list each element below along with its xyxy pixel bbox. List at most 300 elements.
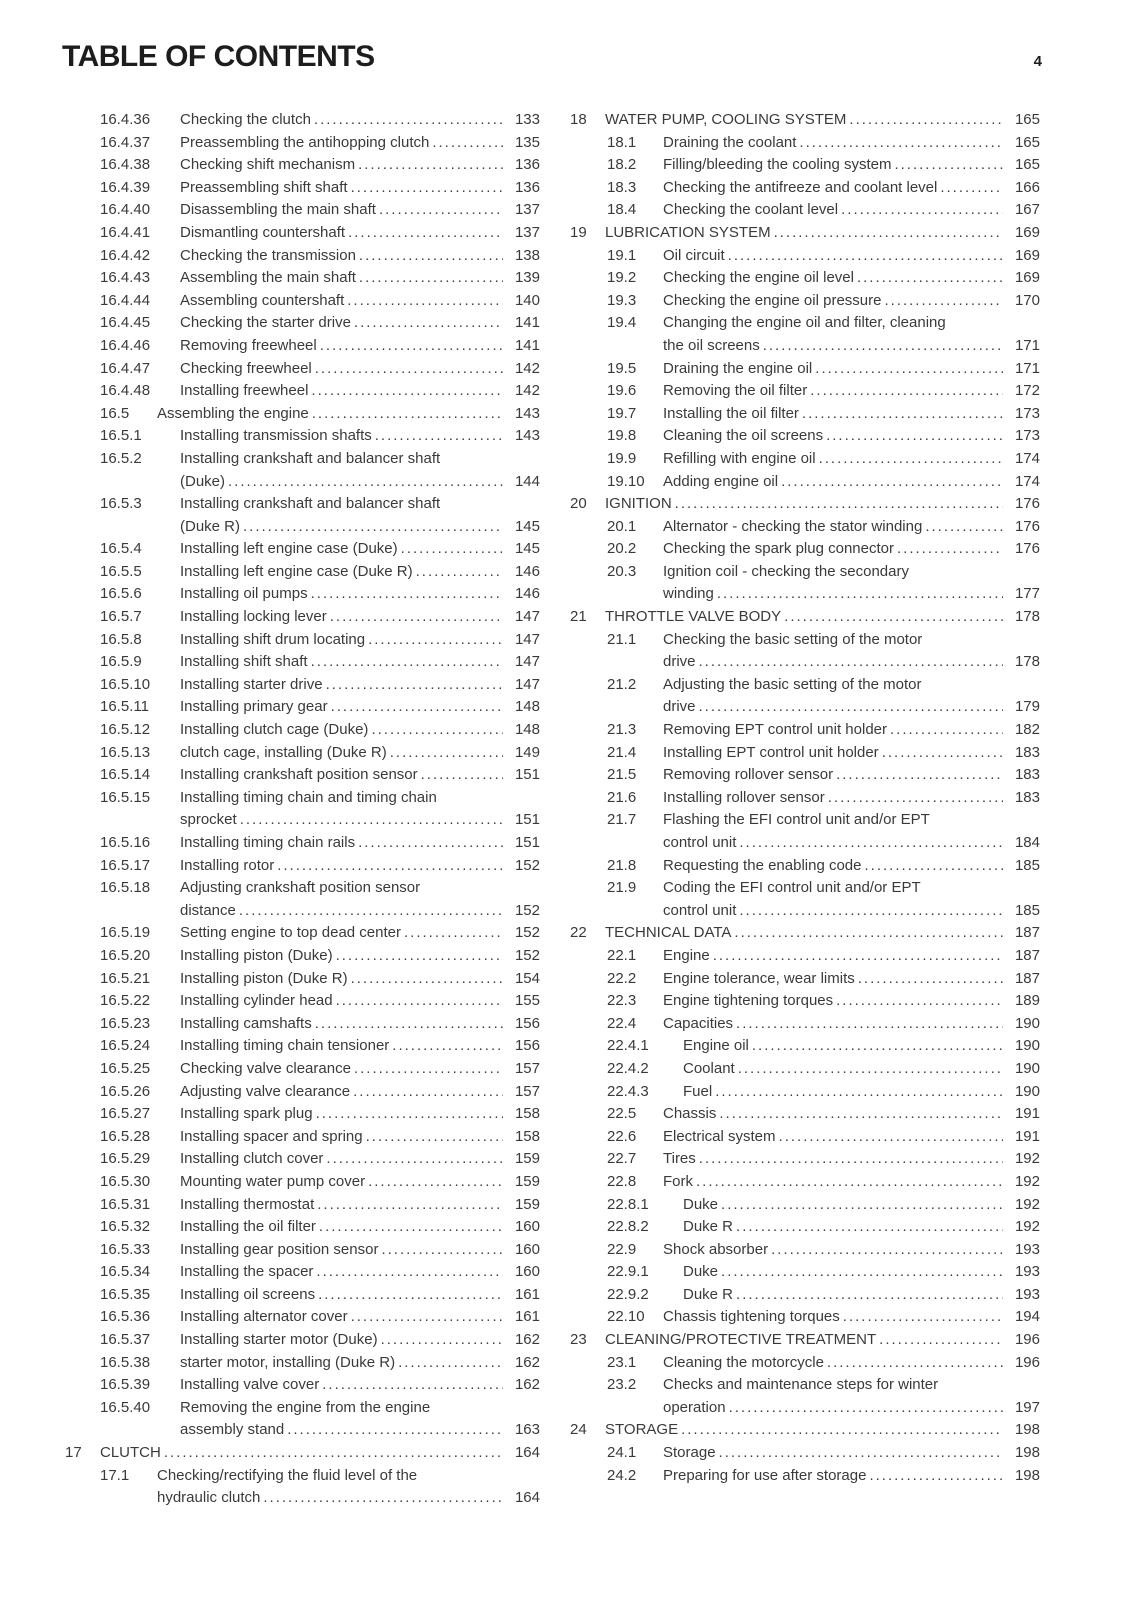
toc-entry-title: Installing the oil filter bbox=[180, 1218, 316, 1236]
toc-entry-page: 162 bbox=[514, 1353, 540, 1371]
toc-entry-16.5.31 bbox=[65, 1194, 540, 1217]
toc-entry-number: 16.4.38 bbox=[100, 156, 151, 174]
toc-entry-19.6 bbox=[570, 380, 1040, 403]
toc-entry-title: sprocket bbox=[180, 811, 237, 829]
toc-entry-body bbox=[100, 1442, 540, 1465]
toc-entry-last-line bbox=[180, 855, 540, 878]
toc-entry-page: 162 bbox=[514, 1331, 540, 1349]
toc-entry-page: 179 bbox=[1014, 698, 1040, 716]
toc-dot-leader bbox=[351, 177, 503, 200]
toc-entry-last-line bbox=[663, 199, 1040, 222]
toc-dot-leader bbox=[421, 764, 503, 787]
toc-dot-leader bbox=[375, 425, 503, 448]
toc-entry-page: 136 bbox=[514, 156, 540, 174]
toc-entry-last-line bbox=[663, 290, 1040, 313]
toc-entry-last-line bbox=[180, 629, 540, 652]
toc-entry-last-line bbox=[180, 809, 540, 832]
toc-entry-number: 16.5.30 bbox=[100, 1172, 151, 1190]
toc-entry-body bbox=[663, 1103, 1040, 1126]
toc-dot-leader bbox=[681, 1419, 1003, 1442]
toc-entry-last-line bbox=[180, 1126, 540, 1149]
toc-entry-last-line bbox=[180, 1374, 540, 1397]
toc-entry-number: 17 bbox=[65, 1444, 82, 1462]
toc-entry-last-line bbox=[180, 1284, 540, 1307]
toc-entry-last-line bbox=[663, 154, 1040, 177]
toc-entry-title: Checking freewheel bbox=[180, 359, 312, 377]
toc-dot-leader bbox=[320, 335, 503, 358]
toc-entry-number: 16.5.12 bbox=[100, 721, 151, 739]
toc-entry-title: STORAGE bbox=[605, 1421, 679, 1439]
toc-entry-last-line bbox=[605, 493, 1040, 516]
toc-entry-body bbox=[683, 1058, 1040, 1081]
toc-entry-last-line bbox=[157, 1487, 540, 1510]
toc-entry-page: 152 bbox=[514, 946, 540, 964]
toc-entry-21.4 bbox=[570, 742, 1040, 765]
toc-entry-number: 22.1 bbox=[607, 946, 637, 964]
toc-entry-page: 158 bbox=[514, 1127, 540, 1145]
toc-entry-title: Refilling with engine oil bbox=[663, 449, 816, 467]
toc-entry-number: 16.5.4 bbox=[100, 540, 142, 558]
toc-entry-number: 16.5 bbox=[100, 404, 130, 422]
toc-entry-16.5.26 bbox=[65, 1081, 540, 1104]
toc-entry-last-line bbox=[663, 403, 1040, 426]
toc-entry-19.7 bbox=[570, 403, 1040, 426]
toc-dot-leader bbox=[879, 1329, 1003, 1352]
toc-entry-body bbox=[180, 1081, 540, 1104]
toc-entry-16.5.36 bbox=[65, 1306, 540, 1329]
toc-entry-16.5.35 bbox=[65, 1284, 540, 1307]
toc-entry-17.1 bbox=[65, 1465, 540, 1510]
toc-entry-last-line bbox=[180, 1306, 540, 1329]
toc-entry-last-line bbox=[663, 832, 1040, 855]
toc-entry-last-line bbox=[663, 448, 1040, 471]
toc-entry-16.5.14 bbox=[65, 764, 540, 787]
toc-entry-number: 16.5.40 bbox=[100, 1398, 151, 1416]
toc-entry-page: 157 bbox=[514, 1059, 540, 1077]
toc-entry-title: Filling/bleeding the cooling system bbox=[663, 156, 892, 174]
toc-entry-last-line bbox=[180, 651, 540, 674]
toc-entry-number: 16.5.32 bbox=[100, 1218, 151, 1236]
toc-entry-last-line bbox=[683, 1081, 1040, 1104]
toc-entry-body bbox=[663, 1171, 1040, 1194]
toc-dot-leader bbox=[869, 1465, 1003, 1488]
toc-entry-body bbox=[180, 877, 540, 922]
toc-entry-page: 174 bbox=[1014, 472, 1040, 490]
toc-dot-leader bbox=[354, 312, 503, 335]
toc-entry-body bbox=[663, 199, 1040, 222]
toc-entry-title: Installing shift drum locating bbox=[180, 630, 366, 648]
toc-entry-22.8.1 bbox=[570, 1194, 1040, 1217]
toc-entry-number: 19.3 bbox=[607, 291, 637, 309]
toc-entry-16.4.36 bbox=[65, 109, 540, 132]
toc-entry-body bbox=[180, 629, 540, 652]
toc-dot-leader bbox=[799, 132, 1003, 155]
toc-entry-page: 159 bbox=[514, 1195, 540, 1213]
toc-entry-last-line bbox=[683, 1035, 1040, 1058]
toc-entry-16.5.19 bbox=[65, 922, 540, 945]
toc-entry-number: 19.5 bbox=[607, 359, 637, 377]
toc-dot-leader bbox=[721, 1261, 1003, 1284]
toc-entry-number: 24 bbox=[570, 1421, 587, 1439]
toc-entry-title: Engine tightening torques bbox=[663, 992, 834, 1010]
toc-entry-16.4.38 bbox=[65, 154, 540, 177]
toc-entry-number: 16.4.45 bbox=[100, 314, 151, 332]
toc-entry-last-line bbox=[663, 335, 1040, 358]
toc-entry-title: Assembling the engine bbox=[157, 404, 309, 422]
toc-entry-page: 171 bbox=[1014, 359, 1040, 377]
toc-entry-body bbox=[180, 764, 540, 787]
toc-entry-title: Checking the spark plug connector bbox=[663, 540, 894, 558]
toc-entry-last-line bbox=[663, 538, 1040, 561]
toc-entry-body bbox=[180, 606, 540, 629]
toc-entry-title: control unit bbox=[663, 834, 737, 851]
toc-dot-leader bbox=[351, 1306, 503, 1329]
toc-entry-page: 174 bbox=[1014, 449, 1040, 467]
toc-entry-body bbox=[663, 1148, 1040, 1171]
toc-entry-21.1 bbox=[570, 629, 1040, 674]
toc-entry-title-line: Adjusting crankshaft position sensor bbox=[180, 879, 421, 897]
toc-entry-body bbox=[663, 629, 1040, 674]
toc-entry-18.2 bbox=[570, 154, 1040, 177]
toc-entry-title: Checking the engine oil level bbox=[663, 269, 854, 287]
toc-entry-number: 16.5.25 bbox=[100, 1059, 151, 1077]
toc-entry-title: (Duke R) bbox=[180, 517, 241, 535]
toc-entry-last-line bbox=[180, 335, 540, 358]
toc-entry-last-line bbox=[663, 1126, 1040, 1149]
toc-entry-22.1 bbox=[570, 945, 1040, 968]
toc-entry-body bbox=[180, 1329, 540, 1352]
toc-entry-page: 197 bbox=[1014, 1398, 1040, 1416]
toc-entry-body bbox=[180, 1306, 540, 1329]
toc-entry-title: clutch cage, installing (Duke R) bbox=[180, 743, 387, 761]
toc-entry-page: 173 bbox=[1014, 404, 1040, 422]
toc-entry-number: 16.5.7 bbox=[100, 608, 142, 626]
toc-entry-number: 21 bbox=[570, 608, 587, 626]
toc-dot-leader bbox=[379, 199, 503, 222]
toc-entry-last-line bbox=[663, 1465, 1040, 1488]
toc-entry-body bbox=[180, 312, 540, 335]
toc-entry-body bbox=[180, 922, 540, 945]
toc-entry-number: 18 bbox=[570, 111, 587, 128]
toc-entry-title: Checking valve clearance bbox=[180, 1059, 351, 1077]
toc-dot-leader bbox=[736, 1284, 1003, 1307]
toc-dot-leader bbox=[316, 1103, 503, 1126]
toc-entry-title: Installing gear position sensor bbox=[180, 1240, 379, 1258]
toc-entry-number: 16.5.23 bbox=[100, 1014, 151, 1032]
toc-entry-last-line bbox=[663, 516, 1040, 539]
toc-entry-number: 22.9.1 bbox=[607, 1263, 649, 1281]
toc-entry-20 bbox=[570, 493, 1040, 516]
toc-entry-title-line: Installing crankshaft and balancer shaft bbox=[180, 495, 441, 513]
toc-entry-number: 19 bbox=[570, 223, 587, 241]
toc-entry-body bbox=[663, 471, 1040, 494]
toc-entry-title: distance bbox=[180, 901, 236, 919]
toc-entry-21.8 bbox=[570, 855, 1040, 878]
toc-dot-leader bbox=[857, 267, 1003, 290]
toc-dot-leader bbox=[739, 832, 1003, 855]
toc-entry-title: Setting engine to top dead center bbox=[180, 924, 402, 942]
toc-entry-page: 145 bbox=[514, 517, 540, 535]
toc-entry-last-line bbox=[605, 1419, 1040, 1442]
toc-entry-number: 16.5.28 bbox=[100, 1127, 151, 1145]
toc-entry-22.6 bbox=[570, 1126, 1040, 1149]
toc-entry-body bbox=[663, 719, 1040, 742]
toc-entry-last-line bbox=[180, 832, 540, 855]
toc-entry-last-line bbox=[683, 1284, 1040, 1307]
toc-dot-leader bbox=[381, 1329, 503, 1352]
toc-entry-last-line bbox=[180, 1058, 540, 1081]
toc-entry-page: 147 bbox=[514, 608, 540, 626]
toc-entry-last-line bbox=[157, 403, 540, 426]
toc-entry-last-line bbox=[663, 651, 1040, 674]
toc-entry-page: 137 bbox=[514, 223, 540, 241]
toc-entry-title: LUBRICATION SYSTEM bbox=[605, 223, 771, 241]
toc-entry-title: Electrical system bbox=[663, 1127, 776, 1145]
toc-entry-page: 152 bbox=[514, 856, 540, 874]
toc-entry-last-line bbox=[180, 1419, 540, 1442]
toc-entry-16.4.41 bbox=[65, 222, 540, 245]
toc-entry-last-line bbox=[180, 538, 540, 561]
toc-entry-body bbox=[180, 1397, 540, 1442]
toc-entry-21.6 bbox=[570, 787, 1040, 810]
toc-entry-body bbox=[663, 425, 1040, 448]
toc-dot-leader bbox=[713, 945, 1003, 968]
toc-dot-leader bbox=[736, 1216, 1003, 1239]
toc-entry-number: 20.1 bbox=[607, 517, 637, 535]
toc-entry-title: Duke bbox=[683, 1195, 719, 1213]
toc-entry-number: 21.5 bbox=[607, 766, 637, 784]
toc-entry-title-line: Changing the engine oil and filter, cleaning bbox=[663, 314, 946, 332]
toc-entry-page: 162 bbox=[514, 1376, 540, 1394]
toc-entry-number: 16.5.3 bbox=[100, 495, 142, 513]
toc-entry-title: Chassis tightening torques bbox=[663, 1308, 840, 1326]
toc-dot-leader bbox=[336, 945, 503, 968]
toc-entry-body bbox=[663, 674, 1040, 719]
toc-entry-number: 22.9.2 bbox=[607, 1285, 649, 1303]
toc-entry-body bbox=[663, 1465, 1040, 1488]
toc-dot-leader bbox=[897, 538, 1003, 561]
toc-entry-last-line bbox=[663, 787, 1040, 810]
toc-entry-page: 185 bbox=[1014, 856, 1040, 874]
toc-entry-number: 16.4.42 bbox=[100, 246, 151, 264]
toc-entry-16.4.46 bbox=[65, 335, 540, 358]
toc-dot-leader bbox=[828, 787, 1003, 810]
toc-entry-last-line bbox=[180, 358, 540, 381]
toc-entry-number: 16.4.47 bbox=[100, 359, 151, 377]
toc-entry-body bbox=[663, 245, 1040, 268]
toc-entry-number: 16.5.36 bbox=[100, 1308, 151, 1326]
toc-entry-last-line bbox=[663, 1442, 1040, 1465]
toc-entry-title-line: Checking/rectifying the fluid level of the bbox=[157, 1466, 418, 1484]
toc-entry-title: Installing piston (Duke R) bbox=[180, 969, 348, 987]
toc-entry-body bbox=[180, 109, 540, 132]
toc-entry-20.3 bbox=[570, 561, 1040, 606]
toc-entry-title: Installing thermostat bbox=[180, 1195, 315, 1213]
toc-dot-leader bbox=[318, 1284, 503, 1307]
toc-entry-19.1 bbox=[570, 245, 1040, 268]
toc-entry-18 bbox=[570, 109, 1040, 132]
toc-entry-body bbox=[157, 403, 540, 426]
toc-entry-number: 22.10 bbox=[607, 1308, 645, 1326]
toc-entry-page: 151 bbox=[514, 766, 540, 784]
toc-entry-body bbox=[605, 922, 1040, 945]
toc-dot-leader bbox=[699, 1148, 1003, 1171]
toc-entry-title: Installing primary gear bbox=[180, 698, 328, 716]
toc-entry-last-line bbox=[663, 1013, 1040, 1036]
toc-entry-22.3 bbox=[570, 990, 1040, 1013]
toc-entry-page: 194 bbox=[1014, 1308, 1040, 1326]
toc-entry-last-line bbox=[180, 245, 540, 268]
toc-dot-leader bbox=[779, 1126, 1003, 1149]
toc-entry-number: 19.2 bbox=[607, 269, 637, 287]
toc-entry-page: 169 bbox=[1014, 269, 1040, 287]
toc-entry-number: 22 bbox=[570, 924, 587, 942]
toc-entry-body bbox=[663, 380, 1040, 403]
toc-dot-leader bbox=[884, 290, 1003, 313]
toc-dot-leader bbox=[368, 629, 503, 652]
toc-entry-page: 190 bbox=[1014, 1082, 1040, 1100]
toc-entry-body bbox=[663, 312, 1040, 357]
toc-dot-leader bbox=[353, 1081, 503, 1104]
toc-entry-page: 171 bbox=[1014, 336, 1040, 354]
toc-entry-number: 16.5.15 bbox=[100, 788, 151, 806]
toc-entry-page: 191 bbox=[1014, 1105, 1040, 1123]
toc-entry-last-line bbox=[180, 1103, 540, 1126]
toc-entry-body bbox=[180, 1194, 540, 1217]
toc-entry-number: 16.5.14 bbox=[100, 766, 151, 784]
toc-dot-leader bbox=[836, 990, 1003, 1013]
toc-entry-number: 22.3 bbox=[607, 992, 637, 1010]
toc-entry-16.5.34 bbox=[65, 1261, 540, 1284]
toc-entry-title: Installing camshafts bbox=[180, 1014, 312, 1032]
toc-entry-19.8 bbox=[570, 425, 1040, 448]
toc-entry-body bbox=[683, 1035, 1040, 1058]
toc-entry-page: 193 bbox=[1014, 1240, 1040, 1258]
toc-entry-23.2 bbox=[570, 1374, 1040, 1419]
toc-dot-leader bbox=[763, 335, 1003, 358]
toc-dot-leader bbox=[827, 1352, 1003, 1375]
toc-entry-page: 156 bbox=[514, 1014, 540, 1032]
toc-entry-title: Fork bbox=[663, 1172, 693, 1190]
toc-entry-last-line bbox=[663, 1148, 1040, 1171]
toc-entry-title: Assembling the main shaft bbox=[180, 269, 356, 287]
toc-entry-page: 178 bbox=[1014, 653, 1040, 671]
toc-entry-page: 164 bbox=[514, 1489, 540, 1507]
toc-entry-body bbox=[180, 1103, 540, 1126]
toc-entry-page: 165 bbox=[1014, 111, 1040, 128]
toc-entry-title: Installing oil pumps bbox=[180, 585, 308, 603]
toc-entry-page: 187 bbox=[1014, 969, 1040, 987]
toc-entry-number: 22.8.2 bbox=[607, 1218, 649, 1236]
toc-entry-page: 190 bbox=[1014, 1059, 1040, 1077]
toc-entry-title: Duke R bbox=[683, 1218, 734, 1236]
toc-right-column bbox=[570, 109, 1040, 1510]
toc-entry-number: 16.5.38 bbox=[100, 1353, 151, 1371]
toc-dot-leader bbox=[317, 1194, 503, 1217]
toc-dot-leader bbox=[347, 290, 503, 313]
toc-entry-title: Storage bbox=[663, 1444, 716, 1462]
toc-entry-last-line bbox=[180, 1216, 540, 1239]
toc-entry-body bbox=[663, 267, 1040, 290]
toc-entry-last-line bbox=[180, 222, 540, 245]
toc-entry-title: Adjusting valve clearance bbox=[180, 1082, 351, 1100]
toc-entry-page: 191 bbox=[1014, 1127, 1040, 1145]
toc-entry-number: 16.5.2 bbox=[100, 449, 142, 467]
toc-entry-page: 176 bbox=[1014, 540, 1040, 558]
toc-entry-body bbox=[180, 154, 540, 177]
toc-entry-body bbox=[180, 1261, 540, 1284]
toc-entry-body bbox=[663, 764, 1040, 787]
toc-dot-leader bbox=[752, 1035, 1003, 1058]
toc-entry-16.4.39 bbox=[65, 177, 540, 200]
toc-entry-number: 16.5.13 bbox=[100, 743, 151, 761]
toc-dot-leader bbox=[326, 674, 503, 697]
toc-entry-number: 16.4.37 bbox=[100, 133, 151, 151]
toc-entry-16.4.48 bbox=[65, 380, 540, 403]
toc-entry-title: WATER PUMP, COOLING SYSTEM bbox=[605, 111, 847, 128]
toc-entry-number: 16.4.43 bbox=[100, 269, 151, 287]
toc-entry-page: 196 bbox=[1014, 1353, 1040, 1371]
toc-entry-last-line bbox=[180, 199, 540, 222]
toc-entry-page: 140 bbox=[514, 291, 540, 309]
toc-entry-number: 16.5.27 bbox=[100, 1105, 151, 1123]
toc-entry-title: Cleaning the motorcycle bbox=[663, 1353, 824, 1371]
toc-entry-number: 16.5.18 bbox=[100, 879, 151, 897]
toc-dot-leader bbox=[359, 245, 503, 268]
toc-entry-page: 177 bbox=[1014, 585, 1040, 603]
toc-entry-title: Engine bbox=[663, 946, 710, 964]
toc-entry-body bbox=[180, 832, 540, 855]
toc-entry-page: 141 bbox=[514, 314, 540, 332]
toc-entry-title: Installing locking lever bbox=[180, 608, 327, 626]
toc-entry-title: Installing rollover sensor bbox=[663, 788, 825, 806]
toc-entry-title: Requesting the enabling code bbox=[663, 856, 862, 874]
toc-entry-body bbox=[605, 606, 1040, 629]
toc-entry-body bbox=[180, 335, 540, 358]
toc-entry-page: 184 bbox=[1014, 834, 1040, 851]
toc-entry-page: 160 bbox=[514, 1240, 540, 1258]
toc-dot-leader bbox=[865, 855, 1004, 878]
toc-entry-16.4.47 bbox=[65, 358, 540, 381]
toc-entry-number: 22.5 bbox=[607, 1105, 637, 1123]
toc-entry-number: 16.5.24 bbox=[100, 1037, 151, 1055]
toc-entry-last-line bbox=[180, 1352, 540, 1375]
toc-dot-leader bbox=[894, 154, 1003, 177]
toc-entry-title: Engine oil bbox=[683, 1037, 749, 1055]
toc-dot-leader bbox=[354, 1058, 503, 1081]
toc-entry-number: 21.1 bbox=[607, 630, 637, 648]
toc-entry-last-line bbox=[663, 1397, 1040, 1420]
toc-entry-body bbox=[180, 855, 540, 878]
toc-entry-last-line bbox=[180, 606, 540, 629]
toc-entry-last-line bbox=[180, 1171, 540, 1194]
toc-entry-last-line bbox=[663, 900, 1040, 923]
toc-entry-title: Fuel bbox=[683, 1082, 713, 1100]
toc-entry-number: 20 bbox=[570, 495, 587, 513]
toc-dot-leader bbox=[802, 403, 1003, 426]
toc-entry-page: 196 bbox=[1014, 1331, 1040, 1349]
toc-entry-body bbox=[180, 1216, 540, 1239]
toc-entry-16.5.39 bbox=[65, 1374, 540, 1397]
toc-entry-body bbox=[663, 132, 1040, 155]
toc-entry-title: Adding engine oil bbox=[663, 472, 779, 490]
toc-entry-title-line: Checking the basic setting of the motor bbox=[663, 630, 923, 648]
toc-entry-last-line bbox=[180, 109, 540, 132]
toc-entry-body bbox=[180, 1374, 540, 1397]
toc-entry-page: 159 bbox=[514, 1172, 540, 1190]
toc-entry-number: 23 bbox=[570, 1331, 587, 1349]
toc-entry-number: 18.1 bbox=[607, 133, 637, 151]
